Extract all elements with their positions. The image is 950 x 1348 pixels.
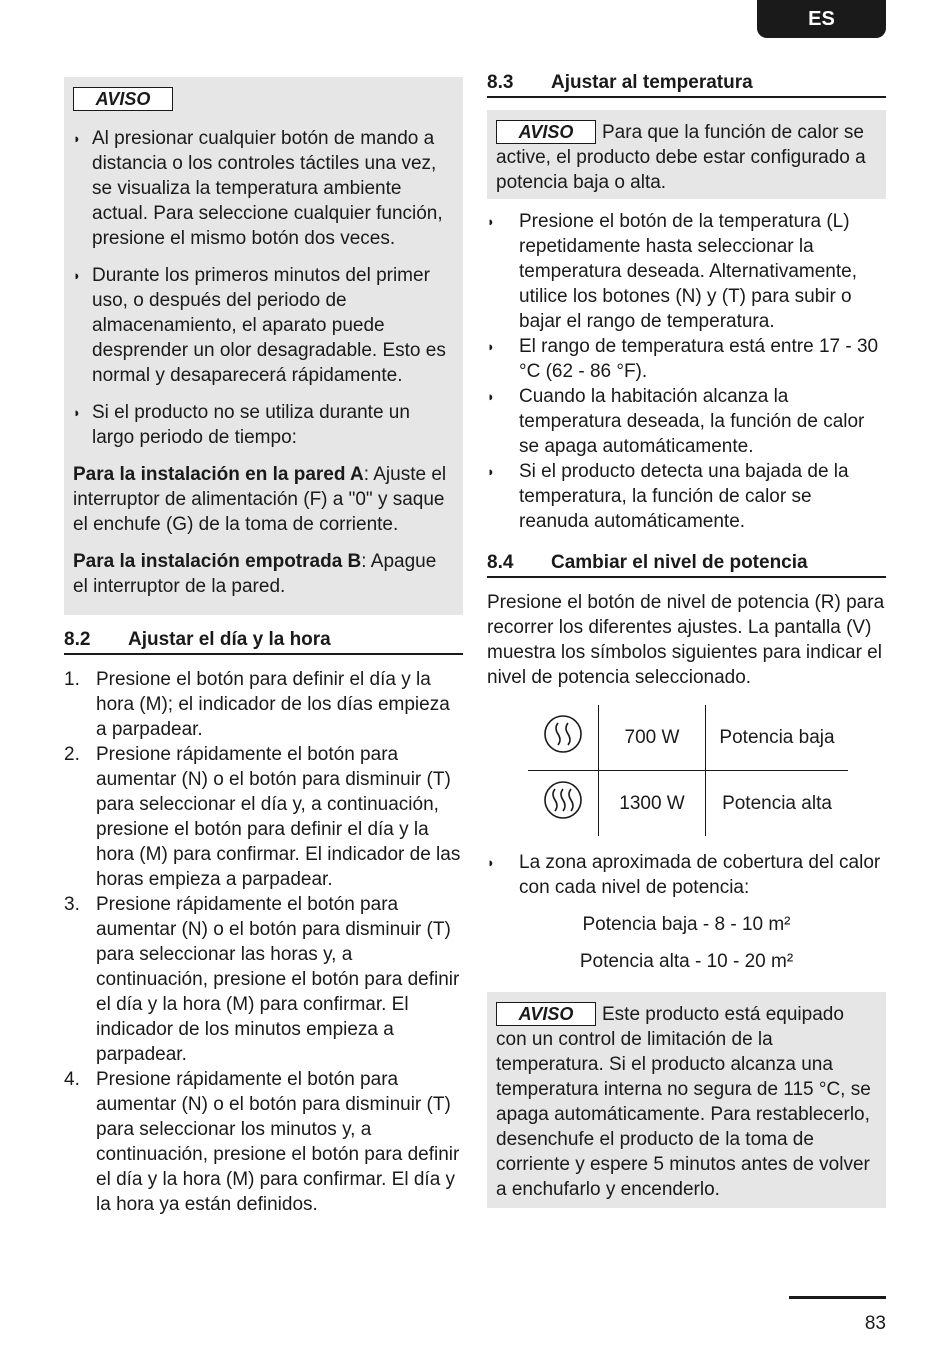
- list-item: ◗ Cuando la habitación alcanza la temperatura deseada, la función de calor se apaga automáticamente.: [487, 384, 886, 459]
- intro-paragraph: Presione el botón de nivel de potencia (R) para recorrer los diferentes ajustes. La pantalla (V) muestra los símbolos siguientes para indicar el nivel de potencia seleccionado.: [487, 592, 885, 688]
- step-number: 1.: [64, 669, 80, 690]
- watts-cell: 1300 W: [599, 771, 706, 837]
- step-number: 3.: [64, 894, 80, 915]
- section-number: 8.2: [64, 629, 91, 650]
- notice-tag: AVISO: [496, 120, 596, 144]
- list-item: [64, 742, 463, 892]
- section-title: Ajustar el día y la hora: [128, 629, 331, 650]
- wall-install-label: Para la instalación en la pared A: [73, 464, 364, 485]
- coverage-high: Potencia alta - 10 - 20 m²: [579, 951, 794, 972]
- high-power-heat-icon: [543, 780, 583, 820]
- list-item: [64, 892, 463, 1067]
- low-power-heat-icon: [543, 714, 583, 754]
- step-number: 4.: [64, 1069, 80, 1090]
- steps-list: [64, 667, 463, 1217]
- left-column: [64, 77, 463, 1217]
- notice-box: [487, 992, 886, 1208]
- step-text: Presione el botón para definir el día y la hora (M); el indicador de los días empieza a parpadear.: [96, 669, 450, 740]
- step-text: Presione rápidamente el botón para aumentar (N) o el botón para disminuir (T) para seleccionar el día y, a continuación, presione el botón para definir el día y la hora (M) para confirmar. El indicador de las horas empieza a parpadear.: [96, 744, 461, 890]
- step-text: Presione rápidamente el botón para aumentar (N) o el botón para disminuir (T) para seleccionar las horas y, a continuación, presione el botón para definir el día y la hora (M) para confirmar. El indicador de los minutos empieza a parpadear.: [96, 894, 460, 1065]
- notice-tag: AVISO: [496, 1002, 596, 1026]
- wall-install-text: : Ajuste el interruptor de alimentación (F) a "0" y saque el enchufe (G) de la toma de corriente.: [73, 464, 447, 535]
- list-item: ◗ El rango de temperatura está entre 17 - 30 °C (62 - 86 °F).: [487, 334, 886, 384]
- section-number: 8.3: [487, 72, 514, 93]
- list-item: ◗ La zona aproximada de cobertura del calor con cada nivel de potencia:: [487, 850, 886, 900]
- bullet-list: [487, 209, 886, 534]
- notice-text: Para que la función de calor se active, el producto debe estar configurado a potencia baja o alta.: [496, 122, 866, 193]
- notice-bullet: ◗ Si el producto no se utiliza durante un largo periodo de tiempo:: [73, 400, 453, 450]
- flush-install-text: : Apague el interruptor de la pared.: [73, 551, 437, 597]
- coverage-low: Potencia baja - 8 - 10 m²: [582, 914, 791, 935]
- notice-box: [487, 110, 886, 199]
- notice-bullet: ◗ Al presionar cualquier botón de mando a distancia o los controles táctiles una vez, se visualiza la temperatura ambiente actual. Para seleccione cualquier función, presione el mismo botón dos veces.: [73, 126, 453, 251]
- section-heading-8-4: [487, 550, 886, 578]
- notice-bullet: ◗ Durante los primeros minutos del primer uso, o después del periodo de almacenamiento, el aparato puede desprender un olor desagradable. Esto es normal y desaparecerá rápidamente.: [73, 263, 453, 388]
- wall-install-paragraph: [73, 462, 453, 537]
- notice-box: [64, 77, 463, 615]
- table-row: [528, 771, 848, 837]
- notice-text: Este producto está equipado con un control de limitación de la temperatura. Si el producto alcanza una temperatura interna no segura de 115 °C, se apaga automáticamente. Para restablecerlo, desenchufe el producto de la toma de corriente y espere 5 minutos antes de volver a enchufarlo y encenderlo.: [496, 1004, 871, 1200]
- power-level-table: [528, 705, 848, 836]
- power-label-cell: Potencia baja: [706, 705, 849, 771]
- list-item: ◗ Presione el botón de la temperatura (L) repetidamente hasta seleccionar la temperatura deseada. Alternativamente, utilice los botones (N) y (T) para subir o bajar el rango de temperatura.: [487, 209, 886, 334]
- flush-install-paragraph: [73, 549, 453, 599]
- bullet-list: [487, 850, 886, 900]
- table-row: [528, 705, 848, 771]
- page-number: 83: [789, 1296, 886, 1336]
- notice-tag: AVISO: [73, 87, 173, 111]
- step-text: Presione rápidamente el botón para aumentar (N) o el botón para disminuir (T) para seleccionar los minutos y, a continuación, presione el botón para definir el día y la hora (M) para confirmar. El día y la hora ya están definidos.: [96, 1069, 460, 1215]
- section-title: Cambiar el nivel de potencia: [551, 552, 808, 573]
- step-number: 2.: [64, 744, 80, 765]
- flush-install-label: Para la instalación empotrada B: [73, 551, 362, 572]
- list-item: ◗ Si el producto detecta una bajada de la temperatura, la función de calor se reanuda automáticamente.: [487, 459, 886, 534]
- section-heading-8-2: [64, 627, 463, 655]
- section-number: 8.4: [487, 552, 514, 573]
- watts-cell: 700 W: [599, 705, 706, 771]
- list-item: [64, 667, 463, 742]
- section-title: Ajustar al temperatura: [551, 72, 753, 93]
- section-heading-8-3: [487, 70, 886, 98]
- language-tab: ES: [757, 0, 886, 38]
- right-column: [487, 70, 886, 1208]
- list-item: [64, 1067, 463, 1217]
- power-label-cell: Potencia alta: [722, 793, 832, 814]
